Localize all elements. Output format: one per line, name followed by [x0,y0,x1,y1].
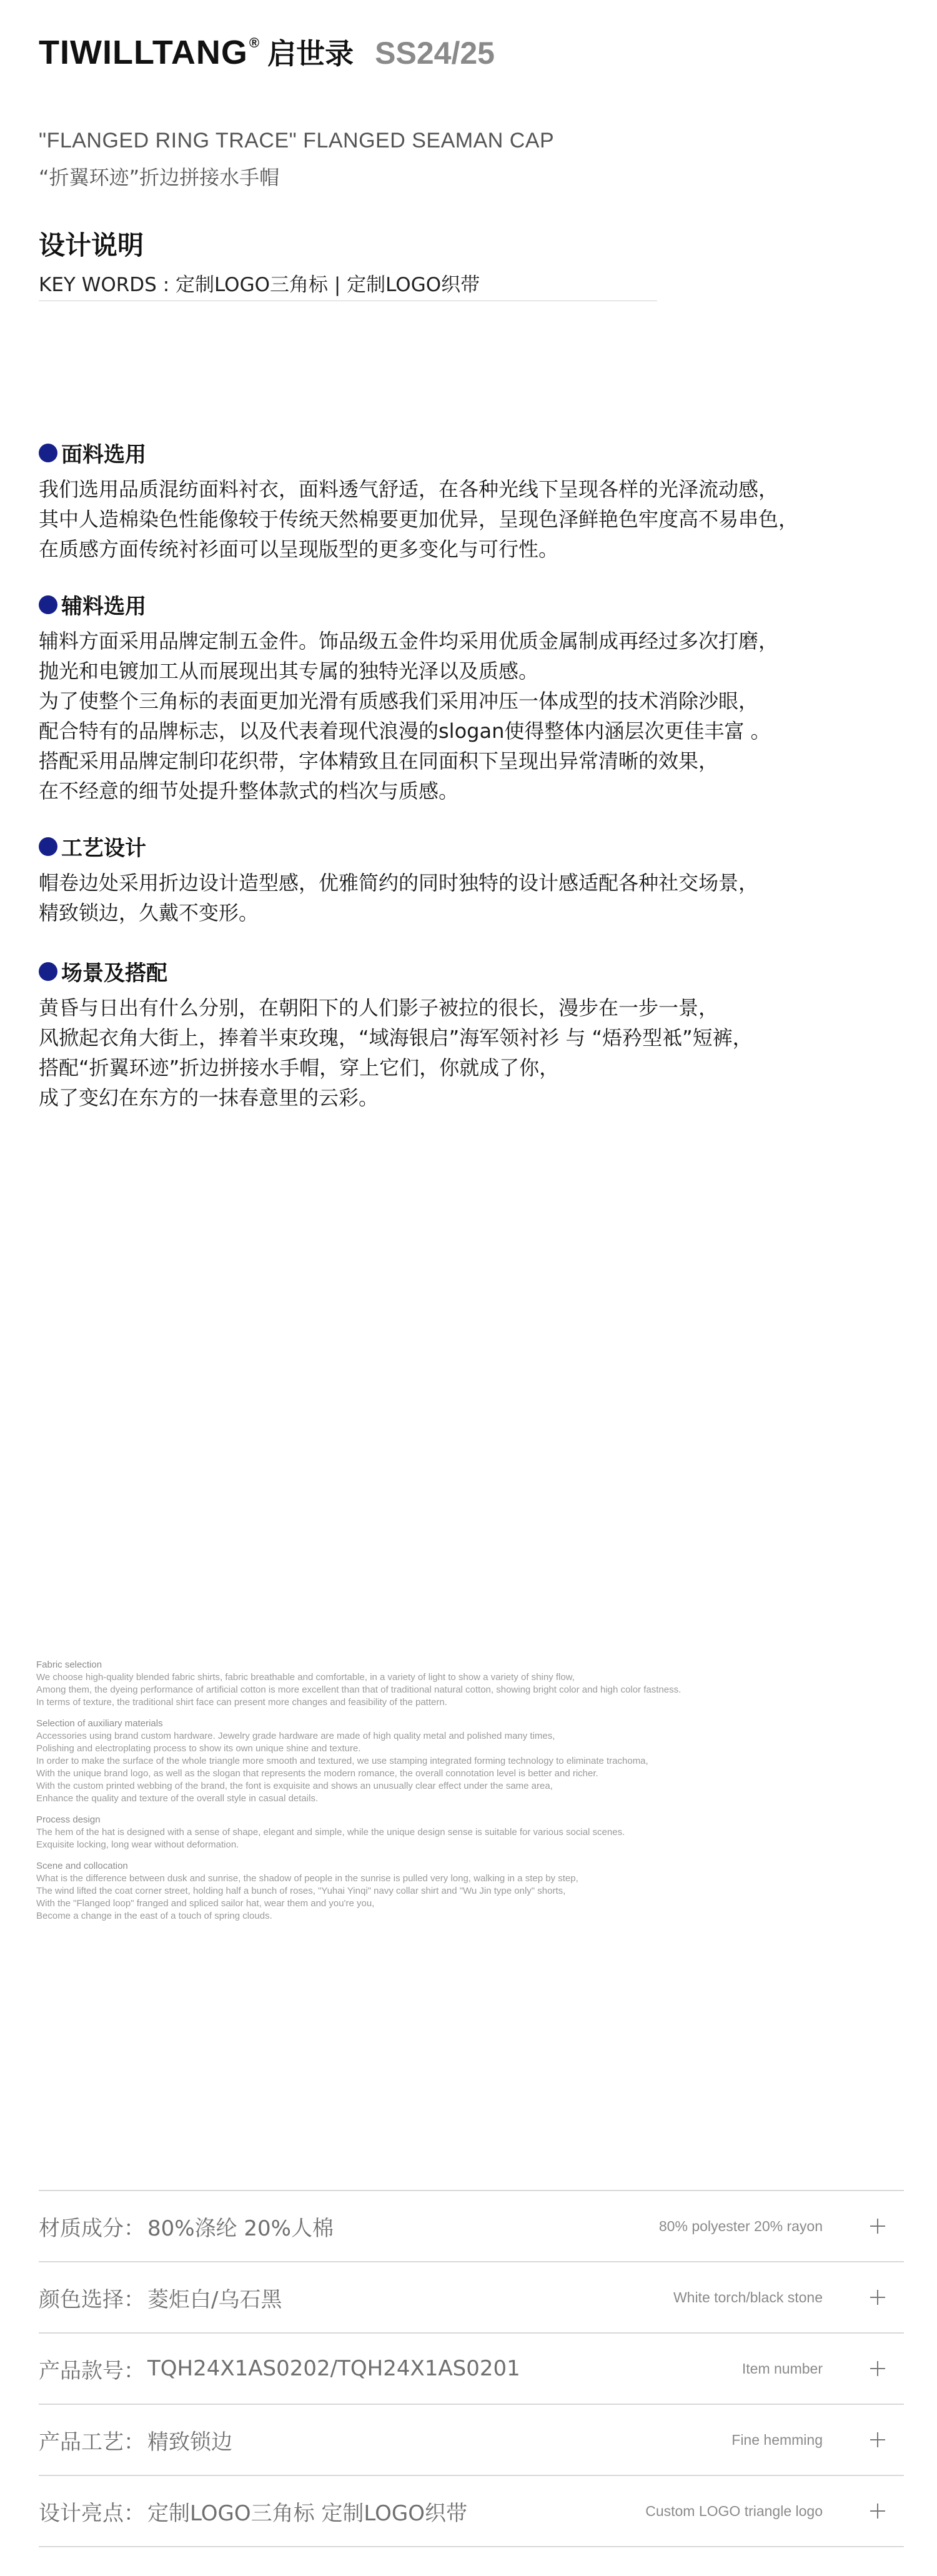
bullet-dot-icon [39,837,57,856]
english-group-title: Selection of auxiliary materials [36,1718,163,1729]
spec-label: 颜色选择： [39,2287,145,2312]
english-group-title: Fabric selection [36,1659,102,1670]
spec-row-material[interactable] [39,2191,904,2262]
section-title: 工艺设计 [39,831,913,862]
english-group-body: Accessories using brand custom hardware. Jewelry grade hardware are made of high quality metal and polished many times, Polishing and electroplating process to show its own unique shine and texture. In order to make the surface of the whole triangle more smooth and textured, we use stamping integrated forming technology to eliminate trachoma, With the unique brand logo, as well as the slogan that represents the modern romance, the overall connotation level is better and richer. With the custom printed webbing of the brand, the font is exquisite and shows an unusually clear effect under the same area, Enhance the quality and texture of the overall style in casual details. [36,1731,648,1804]
english-group-body: The hem of the hat is designed with a sense of shape, elegant and simple, while the unique design sense is suitable for various social scenes. Exquisite locking, long wear without deformation. [36,1827,625,1850]
registered-mark: ® [249,35,260,51]
section-fabric [39,437,913,564]
english-group [36,1814,923,1851]
spec-en: Item number [741,2360,823,2377]
spec-row-color[interactable] [39,2262,904,2334]
design-description [39,225,663,301]
page-header [39,31,901,191]
english-group-title: Scene and collocation [36,1861,128,1871]
brand-row [39,31,901,81]
spec-row-item-number[interactable] [39,2334,904,2405]
section-title: 场景及搭配 [39,956,913,987]
section-scene [39,956,913,1113]
plus-icon[interactable] [870,2504,885,2519]
brand-logo: TIWILLTANG® [39,34,260,71]
product-title-en: "FLANGED RING TRACE" FLANGED SEAMAN CAP [39,129,555,152]
plus-icon[interactable] [870,2361,885,2376]
plus-icon[interactable] [870,2219,885,2234]
spec-label: 产品款号： [39,2358,145,2384]
bullet-dot-icon [39,444,57,462]
plus-icon[interactable] [870,2432,885,2447]
english-group [36,1718,923,1805]
spec-en: Fine hemming [731,2431,823,2448]
spec-value: TQH24X1AS0202/TQH24X1AS0201 [147,2356,520,2381]
key-words: KEY WORDS : 定制LOGO三角标 | 定制LOGO织带 [39,269,657,301]
section-title: 面料选用 [39,437,913,468]
spec-row-highlight[interactable] [39,2476,904,2547]
section-body: 黄昏与日出有什么分别，在朝阳下的人们影子被拉的很长，漫步在一步一景， 风掀起衣角大街上，捧着半束玫瑰，“域海银启”海军领衬衫 与 “焐矜型袛”短裤， 搭配“折翼环迹”折边拼接水手帽，穿上它们，你就成了你， 成了变幻在东方的一抹春意里的云彩。 [39,996,753,1110]
section-accessories [39,589,913,806]
product-title-cn: “折翼环迹”折边拼接水手帽 [39,166,280,189]
section-body: 帽卷边处采用折边设计造型感，优雅简约的同时独特的设计感适配各种社交场景， 精致锁边，久戴不变形。 [39,871,759,925]
spec-en: 80% polyester 20% rayon [658,2217,823,2234]
spec-row-craft[interactable] [39,2405,904,2476]
section-title: 辅料选用 [39,589,913,620]
spec-list [39,2190,904,2547]
brand-logo-cn: 启世录 [267,37,354,71]
design-heading: 设计说明 [39,230,144,261]
english-group-body: What is the difference between dusk and sunrise, the shadow of people in the sunrise is pulled very long, walking in a step by step, The wind lifted the coat corner street, holding half a bunch of roses, "Yuhai Yinqi" navy collar shirt and "Wu Jin type only" shorts, With the "Flanged loop" franged and spliced sailor hat, wear them and you're you, Become a change in the east of a touch of spring clouds. [36,1873,578,1921]
spec-en: Custom LOGO triangle logo [645,2502,823,2519]
bullet-dot-icon [39,595,57,614]
spec-value: 80%涤纶 20%人棉 [147,2215,334,2241]
spec-label: 产品工艺： [39,2429,145,2455]
spec-value: 菱炬白/乌石黑 [147,2287,282,2312]
spec-en: White torch/black stone [673,2289,823,2305]
english-description [36,1659,923,1931]
english-group [36,1860,923,1922]
bullet-dot-icon [39,962,57,981]
spec-value: 精致锁边 [147,2429,232,2455]
english-group-body: We choose high-quality blended fabric shirts, fabric breathable and comfortable, in a variety of light to show a variety of shiny flow, Among them, the dyeing performance of artificial cotton is more excellent than that of traditional natural cotton, showing bright color and high color fastness. In terms of texture, the traditional shirt face can present more changes and feasibility of the pattern. [36,1672,682,1708]
section-body: 我们选用品质混纺面料衬衣，面料透气舒适，在各种光线下呈现各样的光泽流动感， 其中人造棉染色性能像较于传统天然棉要更加优异，呈现色泽鲜艳色牢度高不易串色， 在质感方面传统衬衫面可以呈现版型的更多变化与可行性。 [39,477,799,561]
english-group-title: Process design [36,1814,101,1825]
spec-value: 定制LOGO三角标 定制LOGO织带 [147,2500,468,2526]
spec-label: 材质成分： [39,2215,145,2241]
spec-label: 设计亮点： [39,2500,145,2526]
season-label: SS24/25 [375,36,495,71]
plus-icon[interactable] [870,2290,885,2305]
english-group [36,1659,923,1709]
section-process [39,831,913,928]
section-body: 辅料方面采用品牌定制五金件。饰品级五金件均采用优质金属制成再经过多次打磨， 抛光和电镀加工从而展现出其专属的独特光泽以及质感。 为了使整个三角标的表面更加光滑有质感我们采用冲压一体成型的技术消除沙眼， 配合特有的品牌标志，以及代表着现代浪漫的slogan使得整体内涵层次更佳丰富 。 搭配采用品牌定制印花织带，字体精致且在同面积下呈现出异常清晰的效果， 在不经意的细节处提升整体款式的档次与质感。 [39,629,779,803]
